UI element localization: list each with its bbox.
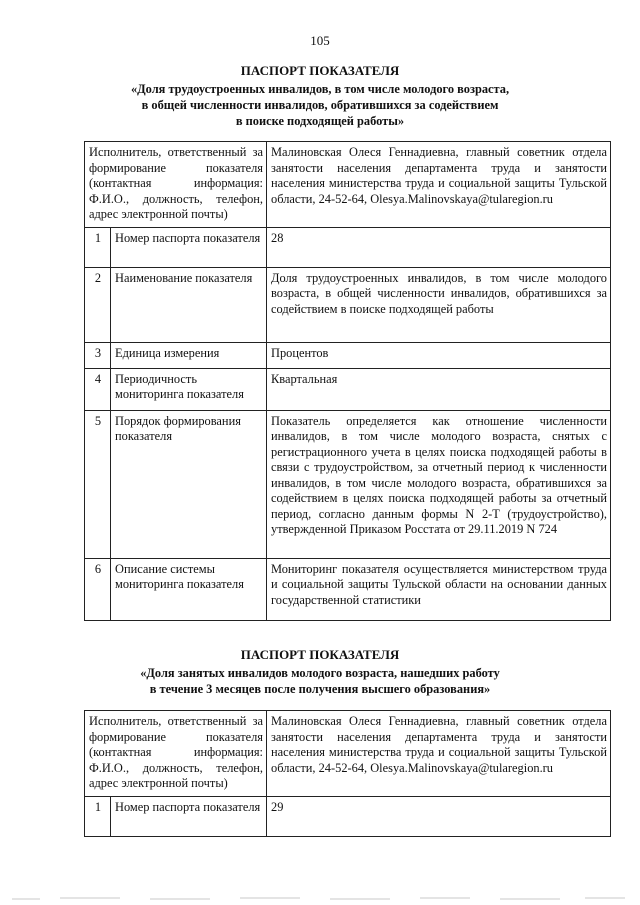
passport-1-subtitle-line-2: в общей численности инвалидов, обратившихся за содействием xyxy=(141,98,499,112)
passport-1-subtitle-line-1: «Доля трудоустроенных инвалидов, в том числе молодого возраста, xyxy=(130,82,510,96)
executor-value: Малиновская Олеся Геннадиевна, главный советник отдела занятости населения департамента труда и занятости населения министерства труда и социальной защиты Тульской области, 24-52-64, Olesya.Malinovskaya@tularegion.ru xyxy=(267,142,611,228)
table-row xyxy=(85,558,611,620)
passport-1-subtitle-line-3: в поиске подходящей работы» xyxy=(235,114,405,128)
table-row xyxy=(85,410,611,558)
row-label: Единица измерения xyxy=(111,342,267,368)
passport-1-table xyxy=(84,141,611,621)
table-row xyxy=(85,368,611,410)
table-row xyxy=(85,796,611,836)
row-number: 4 xyxy=(85,368,111,410)
row-label: Описание системы мониторинга показателя xyxy=(111,558,267,620)
row-label: Порядок формирования показателя xyxy=(111,410,267,558)
row-label: Наименование показателя xyxy=(111,267,267,342)
passport-2-title: ПАСПОРТ ПОКАЗАТЕЛЯ xyxy=(240,647,400,662)
passport-2-table xyxy=(84,710,611,837)
row-number: 1 xyxy=(85,796,111,836)
table-row xyxy=(85,711,611,797)
executor-label: Исполнитель, ответственный за формирование показателя (контактная информация: Ф.И.О., должность, телефон, адрес электронной почты) xyxy=(85,142,267,228)
table-row xyxy=(85,342,611,368)
passport-2-subtitle-line-2: в течение 3 месяцев после получения высшего образования» xyxy=(149,682,491,696)
passport-2-heading xyxy=(0,647,640,697)
table-row xyxy=(85,227,611,267)
row-value: Квартальная xyxy=(267,368,611,410)
row-value: Процентов xyxy=(267,342,611,368)
passport-1-heading xyxy=(0,63,640,129)
passport-1-title: ПАСПОРТ ПОКАЗАТЕЛЯ xyxy=(240,63,400,78)
row-number: 5 xyxy=(85,410,111,558)
row-value: Показатель определяется как отношение численности инвалидов, в том числе молодого возраста, снятых с регистрационного учета в целях поиска подходящей работы в связи с трудоустройством, за отчетный период к численности инвалидов, в том числе молодого возраста, обратившихся за содействием в целях поиска подходящей работы за отчетный период, согласно данным формы N 2-Т (трудоустройство), утвержденной Приказом Росстата от 29.11.2019 N 724 xyxy=(267,410,611,558)
row-number: 2 xyxy=(85,267,111,342)
table-row xyxy=(85,267,611,342)
row-value: Мониторинг показателя осуществляется министерством труда и социальной защиты Тульской области на основании данных государственной статистики xyxy=(267,558,611,620)
executor-value: Малиновская Олеся Геннадиевна, главный советник отдела занятости населения департамента труда и занятости населения министерства труда и социальной защиты Тульской области, 24-52-64, Olesya.Malinovskaya@tularegion.ru xyxy=(267,711,611,797)
row-number: 6 xyxy=(85,558,111,620)
row-value: 28 xyxy=(267,227,611,267)
page-number: 105 xyxy=(310,33,330,48)
row-value: 29 xyxy=(267,796,611,836)
passport-2-subtitle-line-1: «Доля занятых инвалидов молодого возраста, нашедших работу xyxy=(140,666,500,680)
table-row xyxy=(85,142,611,228)
row-label: Номер паспорта показателя xyxy=(111,796,267,836)
executor-label: Исполнитель, ответственный за формирование показателя (контактная информация: Ф.И.О., должность, телефон, адрес электронной почты) xyxy=(85,711,267,797)
row-label: Номер паспорта показателя xyxy=(111,227,267,267)
row-number: 1 xyxy=(85,227,111,267)
row-label: Периодичность мониторинга показателя xyxy=(111,368,267,410)
row-value: Доля трудоустроенных инвалидов, в том числе молодого возраста, в общей численности инвалидов, обратившихся за содействием в поиске подходящей работы xyxy=(267,267,611,342)
row-number: 3 xyxy=(85,342,111,368)
scan-noise-decoration xyxy=(0,893,640,905)
